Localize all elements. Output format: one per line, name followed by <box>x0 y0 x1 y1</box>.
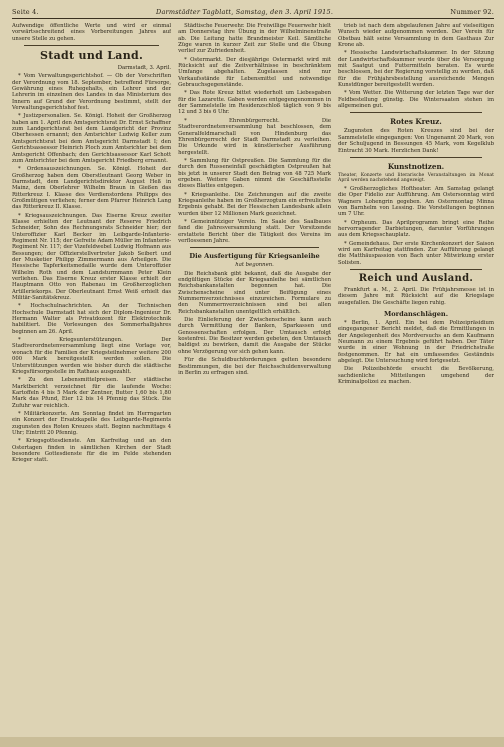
article-paragraph: * Großherzogliches Hoftheater. Am Samstag gelangt die Oper Fidelio zur Aufführung. Am Ostersonntag wird Wagners Lohengrin gegeben. Am Ostermontag Minna von Barnhelm von Lessing. Die Vorstellungen beginnen um 7 Uhr. <box>338 185 494 218</box>
section-title-rotes-kreuz: Rotes Kreuz. <box>390 117 442 127</box>
article-paragraph: Die Polizeibehörde ersucht die Bevölkerung, sachdienliche Mitteilungen umgehend der Kriminalpolizei zu machen. <box>338 366 494 386</box>
article-paragraph: * Orpheum. Das Aprilprogramm bringt eine Reihe hervorragender Darbietungen, darunter Vorführungen aus dem Kriegsschauplatz. <box>338 219 494 239</box>
article-paragraph: * Militärkonzerte. Am Sonntag findet im Herrngarten ein Konzert der Ersatzkapelle des Leibgarde-Regiments zugunsten des Roten Kreuzes statt. Beginn nachmittags 4 Uhr; Eintritt 20 Pfennig. <box>12 410 172 436</box>
article-paragraph: * Vom Verwaltungsgerichtshof. — Ob der Vorschriften der Verordnung vom 18. September, betreffend Fürsorge, Gewährung eines Ruhegehalts, ein Lehrer und der Lehrerin im einzelnen des Landes in das Ministerium des Innern auf Grund der Verordnung bestimmt, stellt der Verwaltungsgerichtshof fest. <box>12 73 172 112</box>
article-paragraph: * Justizpersonalien. Se. Königl. Hoheit der Großherzog haben am 1. April den Amtsgerichtsrat Dr. Ernst Schaffner zum Landgerichtsrat bei dem Landgericht der Provinz Oberhessen ernannt; den Amtsrichter Ludwig Keller zum Amtsgerichtsrat bei dem Amtsgericht Darmstadt I; den Gerichtsassessor Heinrich Ploch zum Amtsrichter bei dem Amtsgericht Offenbach; den Gerichtsassessor Karl Schott zum Amtsrichter bei dem Amtsgericht Friedberg ernannt. <box>12 113 172 164</box>
section-title-mordanschlaegen: Mordanschlägen. <box>383 310 449 318</box>
article-paragraph: * Berlin, 1. April. Ein bei dem Polizeipräsidium eingegangener Bericht meldet, daß die Ermittlungen in der Angelegenheit des Mordversuchs an dem Kaufmann Neumann zu einem Ergebnis geführt haben. Der Täter wurde in einer Wohnung in der Friedrichstraße festgenommen. Er hat ein umfassendes Geständnis abgelegt. Die Untersuchung wird fortgesetzt. <box>338 320 494 365</box>
section-title-kunstnotizen: Kunstnotizen. <box>387 161 445 171</box>
kunst-note <box>338 173 494 184</box>
masthead-line: Darmstädter Tagblatt, Samstag, den 3. April 1915. <box>156 8 334 16</box>
article-paragraph: * Kriegsunterstützungen. Der Stadtverordnetenversammlung liegt eine Vorlage vor, wonach für die Familien der Kriegsteilnehmer weitere 200 000 Mark bereitgestellt werden sollen. Die Unterstützungen werden wie bisher durch die städtische Kriegsfürsorgestelle im Rathaus ausgezahlt. <box>12 337 172 375</box>
page-bottom-edge <box>0 737 504 747</box>
divider <box>24 45 159 46</box>
article-paragraph: Städtische Feuerwehr. Die Freiwillige Feuerwehr hielt am Donnerstag ihre Übung in der Wilhelminenstraße ab. Die Leitung hatte Brandmeister Keil. Sämtliche Züge waren in kurzer Zeit zur Stelle und die Übung verlief zur Zufriedenheit. <box>178 23 331 55</box>
article-list <box>12 73 171 463</box>
page-header <box>12 8 494 19</box>
dateline: Darmstadt, 3. April. <box>117 65 172 72</box>
article-paragraph: * Zu den Lebensmittelpreisen. Der städtische Marktbericht verzeichnet für die laufende Woche: Kartoffeln 4 bis 5 Mark der Zentner, Butter 1,60 bis 1,80 Mark das Pfund, Eier 12 bis 14 Pfennig das Stück. Die Zufuhr war reichlich. <box>12 377 172 409</box>
announcement-paragraph: Die Einlieferung der Zwischenscheine kann auch durch Vermittlung der Banken, Sparkassen und Genossenschaften erfolgen. Der Umtausch erfolgt kostenfrei. Die Besitzer werden gebeten, den Umtausch baldigst zu bewirken, damit die Ausgabe der Stücke ohne Verzögerung vor sich gehen kann. <box>178 317 331 355</box>
article-paragraph: * Gemeinnütziger Verein. Im Saale des Saalbaues fand die Jahresversammlung statt. Der Vorsitzende erstattete Bericht über die Tätigkeit des Vereins im verflossenen Jahre. <box>178 218 331 244</box>
article-paragraph: * Kriegsgottesdienste. Am Karfreitag und an den Ostertagen finden in sämtlichen Kirchen der Stadt besondere Gottesdienste für die im Felde stehenden Krieger statt. <box>12 438 172 464</box>
divider <box>350 269 482 270</box>
divider <box>350 112 482 113</box>
article-paragraph: * Ehrenbürgerrecht. Die Stadtverordnetenversammlung hat beschlossen, dem Generalfeldmarschall von Hindenburg das Ehrenbürgerrecht der Stadt Darmstadt zu verleihen. Die Urkunde wird in künstlerischer Ausführung hergestellt. <box>178 117 331 156</box>
intro-text: Aufwendige öffentliche Werte und wird er einmal vorwärtsschreitend eines Vorbereitungen Jahres auf unsere Stelle zu gehen. <box>12 23 172 42</box>
article-paragraph: trieb ist nach dem abgelaufenen Jahre auf vielseitigen Wunsch wieder aufgenommen worden. Der Verein für Obstbau hält seine Versammlung in dem Gasthaus Zur Krone ab. <box>338 23 494 49</box>
section-title-stadt-und-land: Stadt und Land. <box>39 49 144 63</box>
divider <box>350 157 482 158</box>
divider <box>190 247 319 248</box>
article-paragraph: * Hochschulnachrichten. An der Technischen Hochschule Darmstadt hat sich der Diplom-Ingenieur Dr. Hermann Walter als Privatdozent für Elektrotechnik habilitiert. Die Vorlesungen des Sommerhalbjahres beginnen am 26. April. <box>12 303 172 335</box>
columns <box>12 23 494 738</box>
article-paragraph: * Gemeindehaus. Der erste Kirchenkonzert der Saison wird am Karfreitag stattfinden. Zur Aufführung gelangt die Matthäuspassion von Bach unter Mitwirkung erster Solisten. <box>338 240 494 266</box>
page-number: Seite 4. <box>12 8 39 16</box>
article-paragraph: * Ostermarkt. Der diesjährige Ostermarkt wird mit Rücksicht auf die Zeitverhältnisse in beschränktem Umfange abgehalten. Zugelassen sind nur Verkaufsstände für Lebensmittel und notwendige Gebrauchsgegenstände. <box>178 56 331 89</box>
kunst-note-text: Theater, Konzerte und literarische Veranstaltungen im Monat April werden nachstehend angezeigt. <box>338 172 494 184</box>
announcement-title: Die Ausfertigung für Kriegsanleihe <box>189 252 320 261</box>
column-middle <box>178 23 331 738</box>
article-paragraph: * Sammlung für Ostpreußen. Die Sammlung für die durch den Russeneinfall geschädigten Ostpreußen hat bis jetzt in unserer Stadt den Betrag von 48 725 Mark ergeben. Weitere Gaben nimmt die Geschäftsstelle dieses Blattes entgegen. <box>178 157 331 190</box>
announcement-paragraph: Für die Schuldbuchforderungen gelten besondere Bestimmungen, die bei der Reichsschuldenverwaltung in Berlin zu erfragen sind. <box>178 357 331 376</box>
section-title-reich-und-ausland: Reich und Ausland. <box>358 272 474 284</box>
announcement-subtitle: hat begonnen. <box>235 262 274 269</box>
article-paragraph: * Ordensauszeichnungen. Se. Königl. Hoheit der Großherzog haben dem Oberstleutnant Georg Weber in Darmstadt, dem Landgerichtsdirektor August Heß in Mainz, dem Oberlehrer Wilhelm Braun in Gießen das Ritterkreuz I. Klasse des Verdienstordens Philipps des Großmütigen verliehen; ferner dem Pfarrer Heinrich Lang das Ritterkreuz II. Klasse. <box>12 166 172 211</box>
rotes-kreuz-text: Zugunsten des Roten Kreuzes sind bei der Sammelstelle eingegangen: Von Ungenannt 20 Mark, von der Schuljugend in Bessungen 45 Mark, vom Kegelklub Eintracht 30 Mark. Herzlichen Dank! <box>338 128 494 154</box>
article-paragraph: * Kriegsanleihe. Die Zeichnungen auf die zweite Kriegsanleihe haben im Großherzogtum ein erfreuliches Ergebnis gehabt. Bei der Hessischen Landesbank allein wurden über 12 Millionen Mark gezeichnet. <box>178 191 331 217</box>
article-paragraph: Frankfurt a. M., 2. April. Die Frühjahrsmesse ist in diesem Jahre mit Rücksicht auf die Kriegslage ausgefallen. Die Geschäfte liegen ruhig. <box>338 286 494 306</box>
issue-number: Nummer 92. <box>450 8 494 16</box>
column-right <box>338 23 494 738</box>
article-paragraph: * Hessische Landwirtschaftskammer. In der Sitzung der Landwirtschaftskammer wurde über die Versorgung mit Saatgut und Futtermitteln beraten. Es wurde beschlossen, bei der Regierung vorstellig zu werden, daß für die Frühjahrsbestellung ausreichende Mengen Kunstdünger bereitgestellt werden. <box>338 50 494 89</box>
column-left <box>12 23 171 738</box>
article-paragraph: * Das Rote Kreuz bittet wiederholt um Liebesgaben für die Lazarette. Gaben werden entgegengenommen in der Sammelstelle im Residenzschloß täglich von 9 bis 12 und 3 bis 6 Uhr. <box>178 90 331 116</box>
announcement-paragraph: Die Reichsbank gibt bekannt, daß die Ausgabe der endgültigen Stücke der Kriegsanleihe bei sämtlichen Reichsbankanstalten begonnen hat. Die Zwischenscheine sind unter Beifügung eines Nummernverzeichnisses einzureichen. Formulare zu den Nummernverzeichnissen sind bei allen Reichsbankanstalten unentgeltlich erhältlich. <box>178 270 331 315</box>
article-paragraph: * Vom Wetter. Die Witterung der letzten Tage war der Feldbestellung günstig. Die Wintersaaten stehen im allgemeinen gut. <box>338 90 494 110</box>
article-paragraph: * Kriegsauszeichnungen. Das Eiserne Kreuz zweiter Klasse erhielten der Leutnant der Reserve Friedrich Schneider, Sohn des Rechnungsrats Schneider hier; der Unteroffizier Karl Becker im Leibgarde-Infanterie-Regiment Nr. 115; der Gefreite Adam Müller im Infanterie-Regiment Nr. 117; der Vizefeldwebel Ludwig Hofmann aus Bessungen; der Offizierstellvertreter Jakob Seibert und der Musketier Philipp Zimmermann aus Arheilgen. Die Hessische Tapferkeitsmedaille wurde dem Unteroffizier Wilhelm Roth und dem Landsturmmann Peter Klein verliehen. Das Eiserne Kreuz erster Klasse erhielt der Hauptmann Otto von Rabenau im Großherzoglichen Artilleriekorps. Der Oberleutnant Ernst Weiß erhielt das Militär-Sanitätskreuz. <box>12 212 172 302</box>
